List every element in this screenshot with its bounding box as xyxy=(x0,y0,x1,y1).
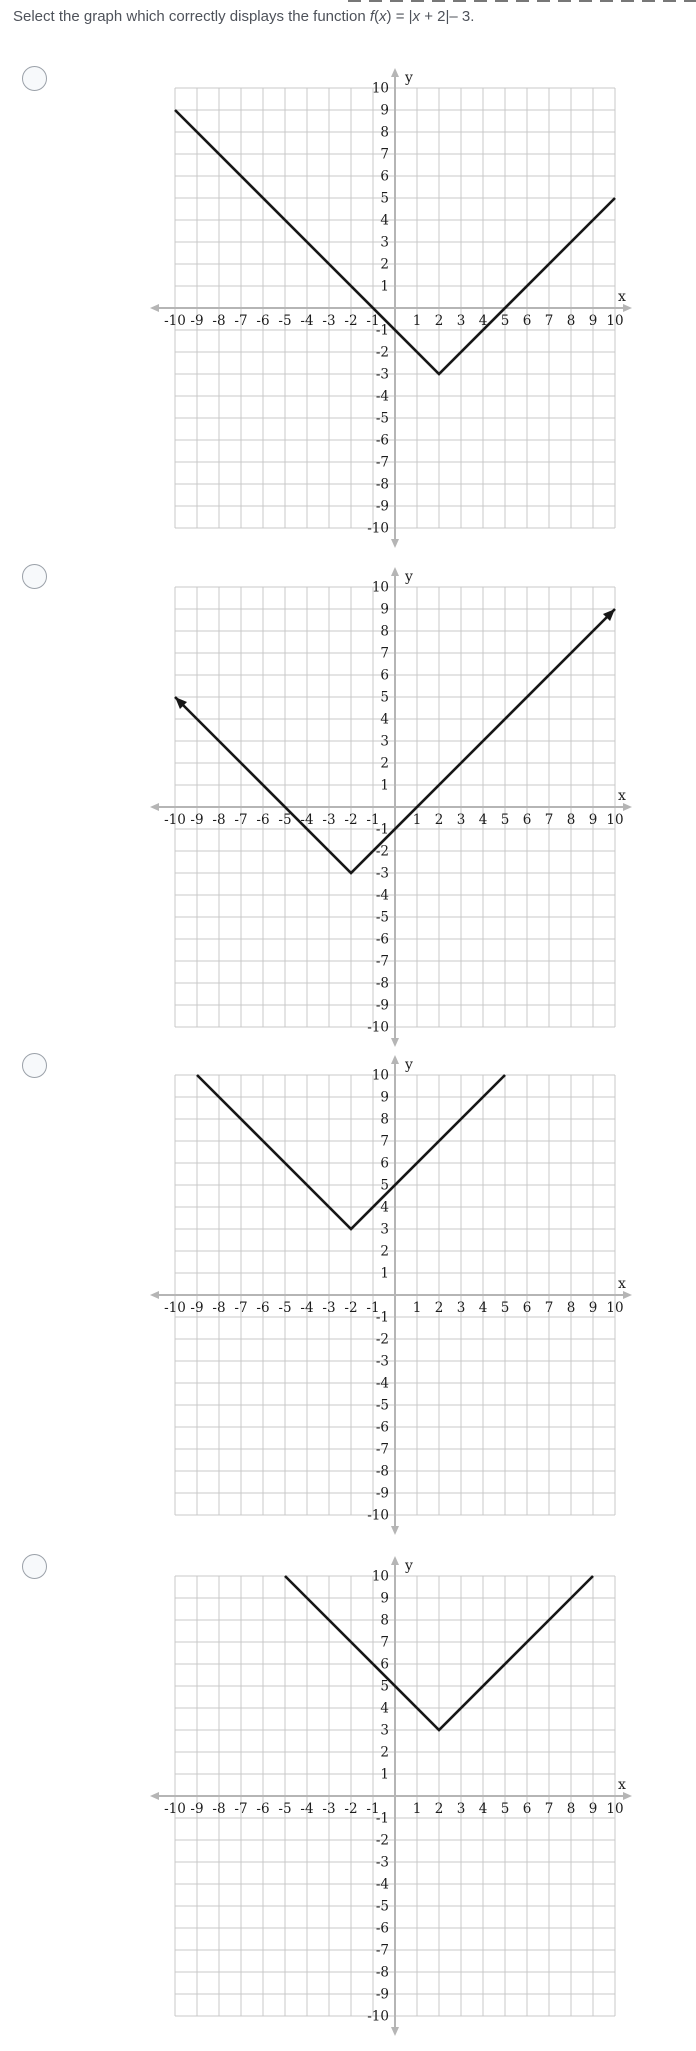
svg-text:-6: -6 xyxy=(375,931,389,948)
svg-text:-6: -6 xyxy=(256,1801,270,1817)
svg-text:-5: -5 xyxy=(375,909,389,926)
svg-text:5: 5 xyxy=(500,1300,510,1316)
svg-text:9: 9 xyxy=(380,1590,389,1607)
option-2-radio[interactable] xyxy=(22,564,47,589)
svg-text:-2: -2 xyxy=(375,1331,389,1348)
svg-text:4: 4 xyxy=(380,1199,389,1216)
svg-text:7: 7 xyxy=(544,313,554,329)
svg-text:-6: -6 xyxy=(375,1920,389,1937)
svg-text:6: 6 xyxy=(380,667,389,684)
option-4-graph xyxy=(120,1546,685,2046)
svg-text:-9: -9 xyxy=(190,1801,204,1817)
svg-text:4: 4 xyxy=(478,313,488,329)
svg-text:-3: -3 xyxy=(375,865,389,882)
svg-text:10: 10 xyxy=(606,1801,624,1817)
svg-text:-7: -7 xyxy=(234,313,248,329)
svg-text:-8: -8 xyxy=(212,1801,226,1817)
svg-text:-10: -10 xyxy=(367,520,389,537)
svg-text:-3: -3 xyxy=(322,812,336,828)
svg-text:9: 9 xyxy=(588,812,598,828)
svg-text:-4: -4 xyxy=(375,887,389,904)
svg-text:-1: -1 xyxy=(375,821,389,838)
svg-text:8: 8 xyxy=(566,1801,576,1817)
svg-text:3: 3 xyxy=(380,1722,389,1739)
svg-text:6: 6 xyxy=(380,1656,389,1673)
svg-text:x: x xyxy=(618,1276,626,1292)
svg-text:3: 3 xyxy=(456,1300,466,1316)
svg-text:8: 8 xyxy=(380,1612,389,1629)
svg-text:9: 9 xyxy=(588,1801,598,1817)
svg-text:-9: -9 xyxy=(375,498,389,515)
svg-text:2: 2 xyxy=(434,1801,444,1817)
svg-text:-4: -4 xyxy=(375,388,389,405)
svg-text:-9: -9 xyxy=(190,812,204,828)
svg-text:-4: -4 xyxy=(300,1300,314,1316)
svg-text:9: 9 xyxy=(380,1089,389,1106)
svg-text:2: 2 xyxy=(380,1243,389,1260)
option-4-radio[interactable] xyxy=(22,1554,47,1579)
svg-text:-5: -5 xyxy=(375,410,389,427)
svg-text:-9: -9 xyxy=(190,1300,204,1316)
svg-text:-8: -8 xyxy=(375,476,389,493)
svg-text:-6: -6 xyxy=(256,812,270,828)
svg-text:-1: -1 xyxy=(366,1300,380,1316)
svg-text:2: 2 xyxy=(434,313,444,329)
svg-text:x: x xyxy=(618,289,626,305)
svg-text:1: 1 xyxy=(412,812,422,828)
svg-text:4: 4 xyxy=(380,711,389,728)
svg-text:10: 10 xyxy=(371,80,389,97)
svg-text:-9: -9 xyxy=(375,1485,389,1502)
svg-text:-9: -9 xyxy=(190,313,204,329)
svg-text:3: 3 xyxy=(456,812,466,828)
option-3-graph xyxy=(120,1045,685,1545)
svg-text:-2: -2 xyxy=(344,1300,358,1316)
svg-text:-3: -3 xyxy=(375,366,389,383)
svg-text:-10: -10 xyxy=(367,1507,389,1524)
svg-text:-9: -9 xyxy=(375,997,389,1014)
svg-text:7: 7 xyxy=(380,1634,389,1651)
svg-text:-5: -5 xyxy=(278,812,292,828)
svg-text:7: 7 xyxy=(544,1300,554,1316)
svg-text:-7: -7 xyxy=(375,1942,389,1959)
svg-text:-2: -2 xyxy=(344,812,358,828)
svg-text:8: 8 xyxy=(566,1300,576,1316)
svg-text:4: 4 xyxy=(380,212,389,229)
svg-text:6: 6 xyxy=(380,1155,389,1172)
svg-text:y: y xyxy=(405,569,413,585)
svg-text:10: 10 xyxy=(371,1067,389,1084)
svg-text:9: 9 xyxy=(380,601,389,618)
svg-text:-8: -8 xyxy=(375,1964,389,1981)
svg-text:4: 4 xyxy=(380,1700,389,1717)
svg-text:-2: -2 xyxy=(375,1832,389,1849)
svg-text:-1: -1 xyxy=(375,1309,389,1326)
svg-text:3: 3 xyxy=(380,733,389,750)
svg-text:7: 7 xyxy=(544,1801,554,1817)
svg-text:-7: -7 xyxy=(234,812,248,828)
svg-text:6: 6 xyxy=(522,1801,532,1817)
svg-text:3: 3 xyxy=(456,313,466,329)
svg-text:x: x xyxy=(618,1777,626,1793)
svg-text:4: 4 xyxy=(478,812,488,828)
svg-text:3: 3 xyxy=(456,1801,466,1817)
svg-text:y: y xyxy=(405,1558,413,1574)
svg-text:6: 6 xyxy=(522,1300,532,1316)
svg-text:-3: -3 xyxy=(375,1353,389,1370)
svg-text:-5: -5 xyxy=(375,1397,389,1414)
svg-text:9: 9 xyxy=(588,1300,598,1316)
svg-text:9: 9 xyxy=(588,313,598,329)
svg-text:2: 2 xyxy=(434,1300,444,1316)
svg-text:-8: -8 xyxy=(212,313,226,329)
svg-text:x: x xyxy=(618,788,626,804)
svg-text:-1: -1 xyxy=(366,812,380,828)
svg-text:-1: -1 xyxy=(366,1801,380,1817)
svg-text:7: 7 xyxy=(380,146,389,163)
svg-text:-3: -3 xyxy=(322,313,336,329)
svg-text:-10: -10 xyxy=(367,2008,389,2025)
svg-text:7: 7 xyxy=(544,812,554,828)
svg-text:-6: -6 xyxy=(375,432,389,449)
svg-text:-7: -7 xyxy=(375,1441,389,1458)
option-1-graph xyxy=(120,58,685,558)
svg-text:-6: -6 xyxy=(256,313,270,329)
svg-text:8: 8 xyxy=(566,812,576,828)
svg-text:7: 7 xyxy=(380,1133,389,1150)
svg-text:1: 1 xyxy=(380,1265,389,1282)
svg-text:10: 10 xyxy=(606,313,624,329)
option-2-graph xyxy=(120,557,685,1057)
svg-text:-8: -8 xyxy=(375,975,389,992)
svg-text:2: 2 xyxy=(434,812,444,828)
svg-text:-2: -2 xyxy=(375,843,389,860)
svg-text:-10: -10 xyxy=(164,812,186,828)
svg-text:-4: -4 xyxy=(300,1801,314,1817)
svg-text:5: 5 xyxy=(380,190,389,207)
svg-text:-2: -2 xyxy=(344,313,358,329)
svg-text:1: 1 xyxy=(380,278,389,295)
svg-text:2: 2 xyxy=(380,755,389,772)
svg-text:-3: -3 xyxy=(322,1801,336,1817)
svg-text:5: 5 xyxy=(500,313,510,329)
svg-text:-7: -7 xyxy=(375,454,389,471)
svg-text:-10: -10 xyxy=(164,313,186,329)
svg-text:1: 1 xyxy=(412,1300,422,1316)
svg-text:-8: -8 xyxy=(212,1300,226,1316)
svg-text:-1: -1 xyxy=(366,313,380,329)
option-3-radio[interactable] xyxy=(22,1053,47,1078)
svg-text:-5: -5 xyxy=(375,1898,389,1915)
svg-text:-10: -10 xyxy=(367,1019,389,1036)
svg-text:4: 4 xyxy=(478,1801,488,1817)
svg-text:1: 1 xyxy=(412,1801,422,1817)
svg-text:3: 3 xyxy=(380,1221,389,1238)
svg-text:-10: -10 xyxy=(164,1300,186,1316)
svg-text:-8: -8 xyxy=(212,812,226,828)
svg-text:-5: -5 xyxy=(278,313,292,329)
svg-text:-3: -3 xyxy=(375,1854,389,1871)
svg-text:5: 5 xyxy=(380,689,389,706)
question-text: Select the graph which correctly displays the function f(x) = |x + 2|– 3. xyxy=(13,8,475,25)
svg-text:-1: -1 xyxy=(375,1810,389,1827)
svg-text:5: 5 xyxy=(500,812,510,828)
svg-text:-2: -2 xyxy=(375,344,389,361)
svg-text:-6: -6 xyxy=(256,1300,270,1316)
svg-text:10: 10 xyxy=(371,579,389,596)
svg-text:1: 1 xyxy=(412,313,422,329)
svg-text:5: 5 xyxy=(500,1801,510,1817)
svg-text:4: 4 xyxy=(478,1300,488,1316)
svg-text:y: y xyxy=(405,70,413,86)
svg-text:10: 10 xyxy=(371,1568,389,1585)
svg-text:10: 10 xyxy=(606,812,624,828)
svg-text:6: 6 xyxy=(380,168,389,185)
svg-text:7: 7 xyxy=(380,645,389,662)
svg-text:-4: -4 xyxy=(375,1876,389,1893)
svg-text:-8: -8 xyxy=(375,1463,389,1480)
svg-text:-4: -4 xyxy=(375,1375,389,1392)
svg-text:-1: -1 xyxy=(375,322,389,339)
svg-text:-7: -7 xyxy=(375,953,389,970)
svg-text:2: 2 xyxy=(380,256,389,273)
svg-text:1: 1 xyxy=(380,777,389,794)
svg-text:-6: -6 xyxy=(375,1419,389,1436)
svg-text:-4: -4 xyxy=(300,812,314,828)
svg-text:-4: -4 xyxy=(300,313,314,329)
svg-text:8: 8 xyxy=(380,1111,389,1128)
svg-text:6: 6 xyxy=(522,313,532,329)
svg-text:-5: -5 xyxy=(278,1300,292,1316)
svg-text:8: 8 xyxy=(380,623,389,640)
svg-text:-7: -7 xyxy=(234,1300,248,1316)
svg-text:-3: -3 xyxy=(322,1300,336,1316)
svg-text:6: 6 xyxy=(522,812,532,828)
svg-text:2: 2 xyxy=(380,1744,389,1761)
svg-text:9: 9 xyxy=(380,102,389,119)
option-1-radio[interactable] xyxy=(22,66,47,91)
svg-text:5: 5 xyxy=(380,1678,389,1695)
svg-text:8: 8 xyxy=(380,124,389,141)
cropped-element-edge xyxy=(348,0,696,2)
svg-text:5: 5 xyxy=(380,1177,389,1194)
svg-text:-2: -2 xyxy=(344,1801,358,1817)
svg-text:-7: -7 xyxy=(234,1801,248,1817)
svg-text:3: 3 xyxy=(380,234,389,251)
svg-text:8: 8 xyxy=(566,313,576,329)
svg-text:y: y xyxy=(405,1057,413,1073)
svg-text:-9: -9 xyxy=(375,1986,389,2003)
svg-text:10: 10 xyxy=(606,1300,624,1316)
svg-text:-5: -5 xyxy=(278,1801,292,1817)
svg-text:-10: -10 xyxy=(164,1801,186,1817)
svg-text:1: 1 xyxy=(380,1766,389,1783)
